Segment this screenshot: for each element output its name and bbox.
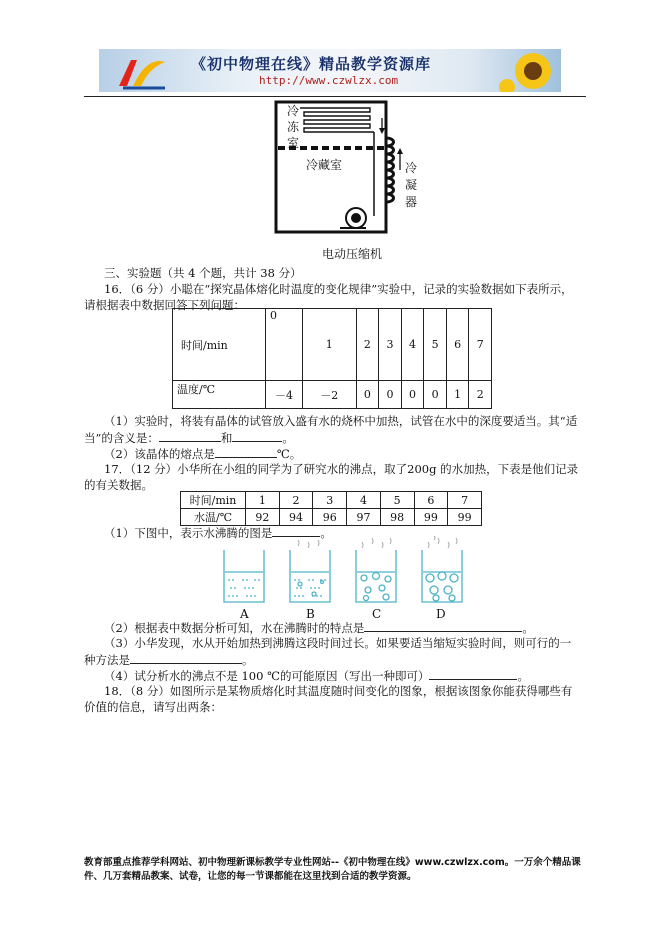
answer-blank[interactable] <box>364 619 522 632</box>
banner-title: 《初中物理在线》精品教学资源库 <box>191 55 432 73</box>
q16-time-cell: 3 <box>379 309 402 381</box>
banner-url[interactable]: http://www.czwlzx.com <box>259 74 399 87</box>
q17-time-cell: 7 <box>448 492 482 509</box>
q16-temp-cell: 0 <box>379 381 402 409</box>
q17-sub2: （2）根据表中数据分析可知，水在沸腾时的特点是 。 <box>104 621 534 635</box>
q17-temp-cell: 99 <box>448 509 482 526</box>
q17-temp-cell: 92 <box>246 509 280 526</box>
q16-sub2: （2）该晶体的熔点是 ℃。 <box>104 447 302 461</box>
fridge-label: 冷藏室 <box>306 158 343 172</box>
q16-time-cell: 0 <box>266 309 303 381</box>
q16-time-cell: 5 <box>424 309 447 381</box>
q17-temp-header: 水温/℃ <box>181 509 246 526</box>
q17-sub4: （4）试分析水的沸点不是 100 ℃的可能原因（写出一种即可） 。 <box>104 669 529 683</box>
q17-line1: 17．（12 分）小华所在小组的同学为了研究水的沸点，取了200g 的水加热，下表是他们记录 <box>104 462 579 476</box>
boiling-beakers-diagram <box>216 536 466 608</box>
q17-time-header: 时间/min <box>181 492 246 509</box>
answer-blank[interactable] <box>232 429 282 442</box>
q16-temp-cell: 0 <box>356 381 379 409</box>
freezer-label: 冷冻室 <box>287 104 300 150</box>
q17-sub3-line2: 种方法是 。 <box>84 653 254 667</box>
q17-table <box>180 491 482 526</box>
sunflower-icon <box>499 49 561 92</box>
q16-temp-header: 温度/℃ <box>173 381 266 409</box>
q16-time-cell: 1 <box>303 309 357 381</box>
answer-blank[interactable] <box>429 667 517 680</box>
q16-time-cell: 2 <box>356 309 379 381</box>
page-footer: 教育部重点推荐学科网站、初中物理新课标教学专业性网站--《初中物理在线》www.czwlzx.com。一万余个精品课件、几万套精品教案、试卷，让您的每一节课都能在这里找到合适的教学资源。 <box>84 857 581 882</box>
answer-blank[interactable] <box>159 429 221 442</box>
q16-table <box>172 308 492 409</box>
q17-time-cell: 5 <box>380 492 414 509</box>
q16-time-header: 时间/min <box>173 309 266 381</box>
q17-sub3-line1: （3）小华发现，水从开始加热到沸腾这段时间过长。如果要适当缩短实验时间，则可行的一 <box>104 636 572 650</box>
q16-line2: 请根据表中数据回答下列问题： <box>84 298 245 312</box>
answer-blank[interactable] <box>215 445 277 458</box>
q17-temp-cell: 96 <box>313 509 347 526</box>
q16-temp-cell: 0 <box>401 381 424 409</box>
answer-blank[interactable] <box>130 651 242 664</box>
q16-time-cell: 7 <box>469 309 492 381</box>
header-rule <box>84 96 586 97</box>
logo-icon <box>113 52 171 90</box>
q16-temp-cell: 1 <box>446 381 469 409</box>
q16-sub1-line2: 当”的含义是： 和 。 <box>84 431 294 445</box>
q17-time-cell: 2 <box>279 492 313 509</box>
q17-sub1: （1）下图中，表示水沸腾的图是 。 <box>104 526 332 540</box>
beaker-label-b: B <box>306 607 315 621</box>
header-banner <box>99 49 561 92</box>
q17-line2: 的有关数据。 <box>84 478 153 492</box>
q17-time-cell: 4 <box>347 492 381 509</box>
q17-time-cell: 1 <box>246 492 280 509</box>
q18-line2: 价值的信息，请写出两条： <box>84 700 222 714</box>
q16-temp-cell: 2 <box>469 381 492 409</box>
q17-temp-cell: 94 <box>279 509 313 526</box>
q17-temp-cell: 98 <box>380 509 414 526</box>
compressor-label: 电动压缩机 <box>322 247 383 261</box>
q17-time-cell: 3 <box>313 492 347 509</box>
condenser-label: 冷凝器 <box>405 161 418 209</box>
q17-temp-cell: 99 <box>414 509 448 526</box>
q16-time-cell: 4 <box>401 309 424 381</box>
q16-temp-cell: －4 <box>266 381 303 409</box>
beaker-label-a: A <box>240 607 249 621</box>
beaker-label-d: D <box>436 607 446 621</box>
q17-temp-cell: 97 <box>347 509 381 526</box>
q16-time-cell: 6 <box>446 309 469 381</box>
q17-time-cell: 6 <box>414 492 448 509</box>
section-heading: 三、实验题（共 4 个题，共计 38 分） <box>104 266 302 280</box>
q18-line1: 18．（8 分）如图所示是某物质熔化时其温度随时间变化的图象，根据该图象你能获得哪些有 <box>104 684 573 698</box>
q16-line1: 16．（6 分）小聪在“探究晶体熔化时温度的变化规律”实验中，记录的实验数据如下表所示， <box>104 282 573 296</box>
beaker-label-c: C <box>372 607 382 621</box>
q16-temp-cell: －2 <box>303 381 357 409</box>
q16-sub1-line1: （1）实验时，将装有晶体的试管放入盛有水的烧杯中加热，试管在水中的深度要适当。其“适 <box>104 414 578 428</box>
q16-temp-cell: 0 <box>424 381 447 409</box>
